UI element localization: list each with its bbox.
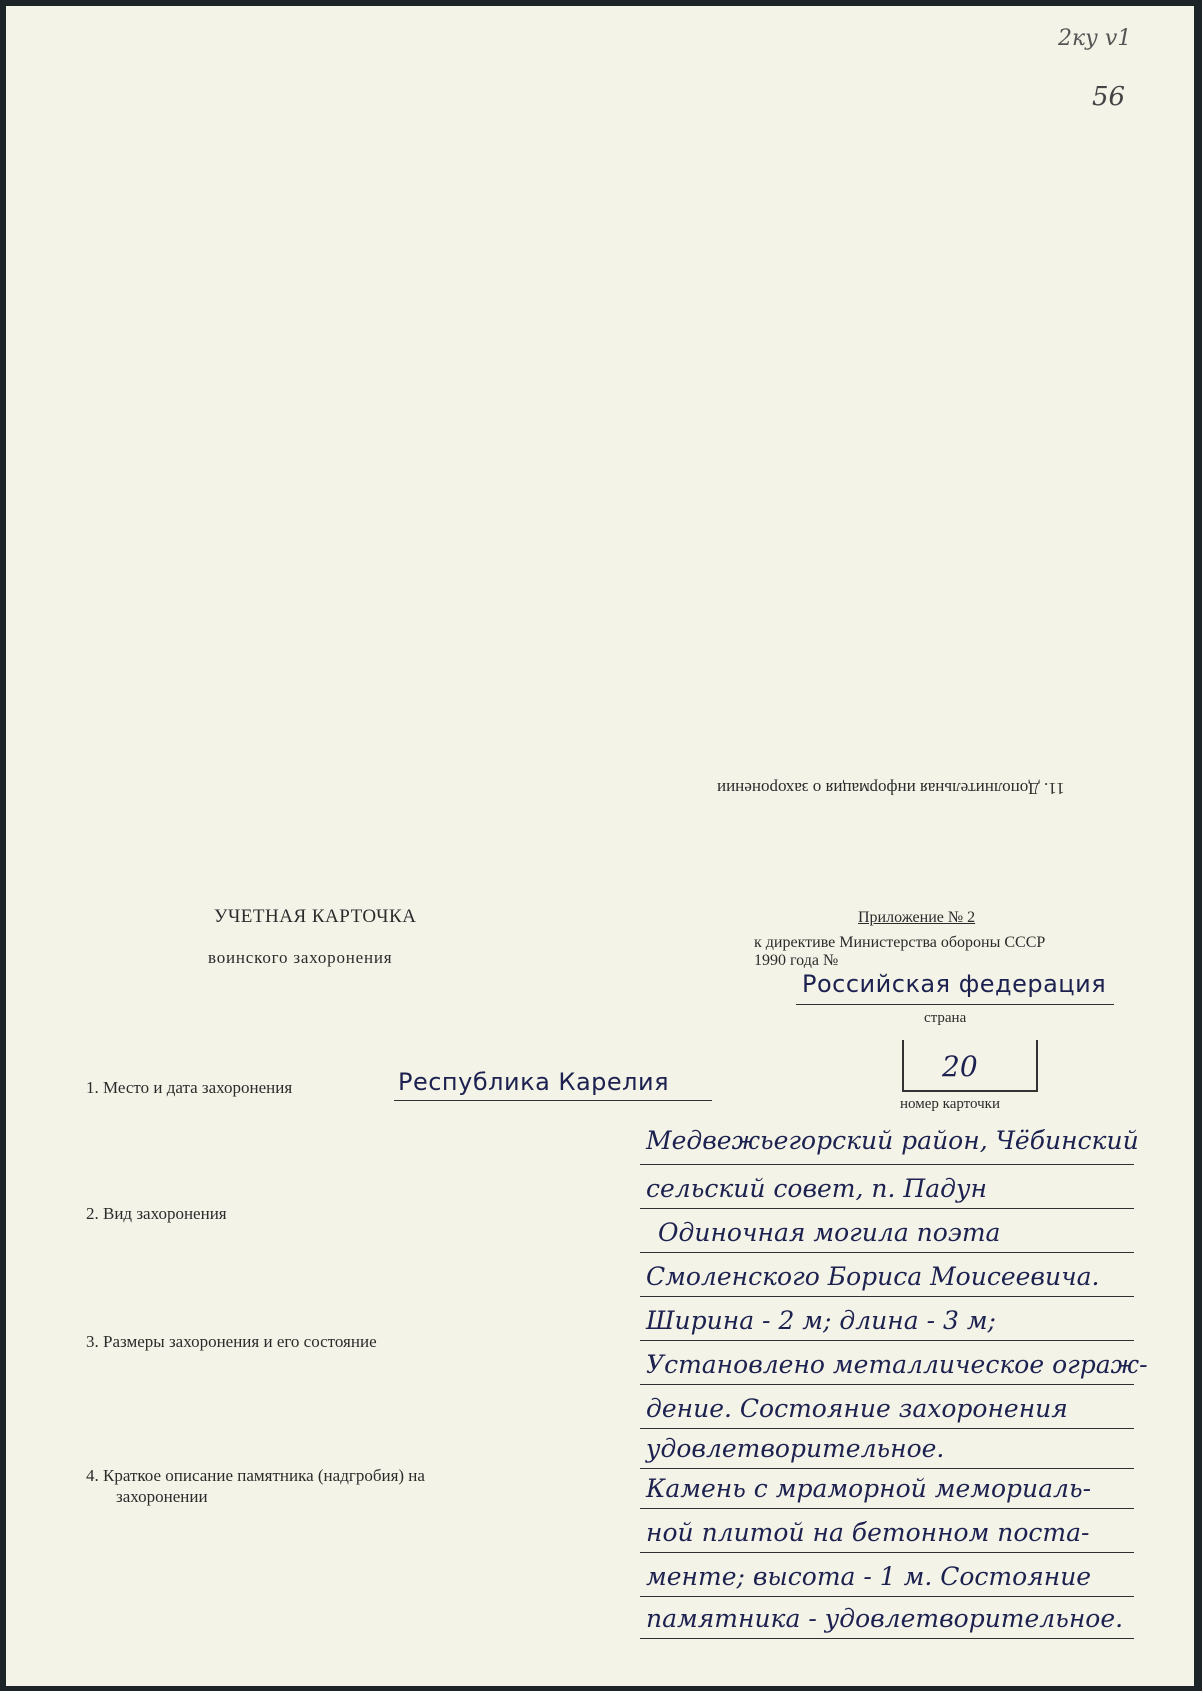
field-monument-label-cont: захоронении xyxy=(116,1487,208,1506)
answer-underline xyxy=(640,1552,1134,1553)
answer-underline xyxy=(640,1508,1134,1509)
answer-line: Установлено металлическое ограж- xyxy=(646,1350,1148,1379)
country-caption: страна xyxy=(924,1010,967,1026)
answer-underline xyxy=(640,1252,1134,1253)
answer-underline xyxy=(640,1468,1134,1469)
answer-line: менте; высота - 1 м. Состояние xyxy=(646,1562,1092,1591)
record-card-page xyxy=(6,6,1194,1686)
answer-underline xyxy=(640,1384,1134,1385)
answer-line: удовлетворительное. xyxy=(646,1434,945,1463)
card-title: УЧЕТНАЯ КАРТОЧКА xyxy=(214,906,417,927)
answer-line: Ширина - 2 м; длина - 3 м; xyxy=(646,1306,996,1335)
field-size-condition-label: 3. Размеры захоронения и его состояние xyxy=(86,1332,377,1351)
card-number-caption: номер карточки xyxy=(900,1096,1000,1112)
field-place-value: Республика Карелия xyxy=(398,1068,670,1096)
answer-line: Медвежьегорский район, Чёбинский xyxy=(646,1126,1139,1155)
answer-underline xyxy=(640,1340,1134,1341)
answer-line: Одиночная могила поэта xyxy=(658,1218,1001,1247)
corner-mark-number: 56 xyxy=(1092,82,1126,112)
field-place-line xyxy=(394,1100,712,1101)
answer-underline xyxy=(640,1296,1134,1297)
field-monument-label: 4. Краткое описание памятника (надгробия) на xyxy=(86,1466,425,1485)
appendix-label: Приложение № 2 xyxy=(858,909,976,926)
answer-underline xyxy=(640,1208,1134,1209)
appendix-year-line: 1990 года № xyxy=(754,952,839,969)
field-place-label: 1. Место и дата захоронения xyxy=(86,1078,293,1097)
country-value: Российская федерация xyxy=(802,970,1107,998)
answer-line: ной плитой на бетонном поста- xyxy=(646,1518,1090,1547)
appendix-directive-line: к директиве Министерства обороны СССР xyxy=(754,934,1046,951)
answer-line: Камень с мраморной мемориаль- xyxy=(646,1474,1092,1503)
reversed-header: 11. Дополнительная информация о захоронении xyxy=(717,779,1065,798)
reversed-header-wrap xyxy=(646,778,1136,798)
card-subtitle: воинского захоронения xyxy=(208,948,393,967)
corner-mark-top: 2ку v1 xyxy=(1058,26,1132,51)
country-line xyxy=(796,1004,1114,1005)
answer-line: Смоленского Бориса Моисеевича. xyxy=(646,1262,1100,1291)
answer-underline xyxy=(640,1428,1134,1429)
answer-line: сельский совет, п. Падун xyxy=(646,1174,987,1203)
answer-underline xyxy=(640,1638,1134,1639)
answer-line: памятника - удовлетворительное. xyxy=(646,1604,1124,1633)
card-number-value: 20 xyxy=(942,1050,978,1083)
field-burial-type-label: 2. Вид захоронения xyxy=(86,1204,227,1223)
answer-line: дение. Состояние захоронения xyxy=(646,1394,1068,1423)
answer-underline xyxy=(640,1164,1134,1165)
answer-underline xyxy=(640,1596,1134,1597)
